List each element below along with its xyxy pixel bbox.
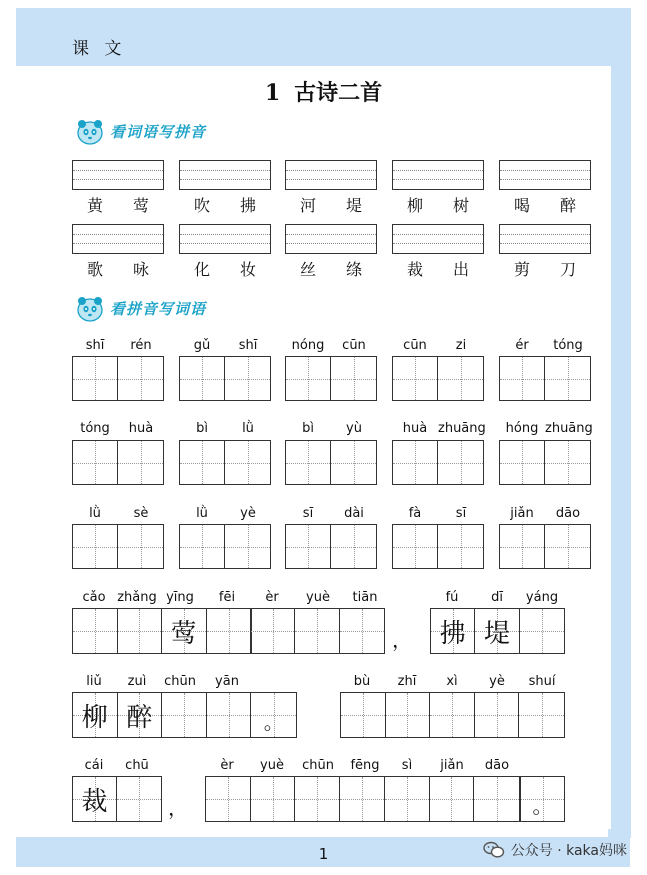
char-cell[interactable] [162,693,207,737]
vocab-char: 堤 [345,196,362,215]
char-cell[interactable] [500,357,545,400]
pinyin-label: tóng [553,338,583,353]
word-writing-grid[interactable] [179,440,271,485]
vocab-word [392,257,484,280]
char-cell[interactable] [521,777,564,821]
pinyin-label: dài [344,506,364,521]
word-writing-grid[interactable] [392,440,484,485]
vocab-char: 丝 [299,260,316,279]
char-cell[interactable] [286,525,331,568]
char-cell[interactable] [73,609,118,653]
char-cell[interactable] [180,357,225,400]
pinyin-label: fú [445,590,459,605]
vocab-char: 裁 [406,260,423,279]
char-cell[interactable] [207,693,252,737]
pinyin-label: shuí [528,674,556,689]
char-cell[interactable] [331,441,376,484]
panda-icon [74,293,108,323]
vocab-word [499,193,591,216]
char-cell[interactable] [430,693,475,737]
pinyin-label: yáng [525,590,559,605]
pinyin-answer-box[interactable] [285,224,377,254]
vocab-char: 剪 [513,260,530,279]
poem-line1-grid-c[interactable] [430,608,565,654]
char-cell[interactable] [386,693,431,737]
section1-title: 看词语写拼音 [110,122,207,141]
vocab-char: 河 [299,196,316,215]
pinyin-label: yuè [306,590,330,605]
char-cell[interactable] [118,609,163,653]
vocab-char: 咏 [132,260,149,279]
char-cell[interactable] [475,609,519,653]
word-writing-grid[interactable] [285,440,377,485]
pinyin-label: zi [455,338,467,353]
pinyin-answer-box[interactable] [72,160,164,190]
pinyin-label: yān [215,674,239,689]
char-cell[interactable] [225,357,270,400]
char-cell[interactable] [438,525,483,568]
pinyin-label: sī [455,506,467,521]
char-cell[interactable] [340,609,384,653]
char-cell[interactable] [341,693,386,737]
char-cell[interactable] [118,693,163,737]
pinyin-label: chūn [164,674,196,689]
char-cell[interactable] [225,525,270,568]
pinyin-label: yè [240,506,256,521]
char-cell[interactable] [286,441,331,484]
comma-mark: ， [168,796,188,820]
word-writing-grid[interactable] [499,440,591,485]
word-writing-grid[interactable] [285,356,377,401]
word-writing-grid[interactable] [72,524,164,569]
char-cell[interactable] [73,693,118,737]
vocab-char: 树 [452,196,469,215]
char-cell[interactable] [519,693,564,737]
vocab-word [72,193,164,216]
pinyin-label: shī [85,338,105,353]
char-cell[interactable] [393,525,438,568]
pinyin-answer-box[interactable] [392,224,484,254]
char-cell[interactable] [251,777,296,821]
poem-line1-grid-b[interactable] [250,608,385,654]
punctuation-mark: 。 [532,794,553,818]
poem-line3-grid-c[interactable] [520,776,565,822]
pinyin-label: sì [401,758,413,773]
pinyin-label: ér [515,338,529,353]
pinyin-label: bì [196,421,208,436]
char-cell[interactable] [393,441,438,484]
char-cell[interactable] [331,525,376,568]
vocab-char: 喝 [513,196,530,215]
char-cell[interactable] [118,441,163,484]
given-char: 裁 [81,786,108,817]
word-writing-grid[interactable] [499,356,591,401]
comma-mark: ， [392,628,412,652]
pinyin-label: bù [353,674,371,689]
lesson-title-row [0,76,647,107]
pinyin-label: huà [402,421,428,436]
pinyin-answer-box[interactable] [179,224,271,254]
char-cell[interactable] [474,777,519,821]
pinyin-label: gǔ [193,338,211,353]
char-cell[interactable] [340,777,385,821]
poem-line3-grid-a[interactable] [72,776,162,822]
pinyin-answer-box[interactable] [499,160,591,190]
pinyin-label: zhǎng [117,590,157,605]
char-cell[interactable] [431,609,475,653]
pinyin-label: jiǎn [440,758,464,773]
char-cell[interactable] [385,777,430,821]
pinyin-label: tiān [352,590,378,605]
char-cell[interactable] [500,525,545,568]
char-cell[interactable] [251,609,295,653]
char-cell[interactable] [73,357,118,400]
pinyin-label: fà [408,506,422,521]
pinyin-label: èr [265,590,279,605]
vocab-char: 醉 [559,196,576,215]
pinyin-label: cái [84,758,104,773]
poem-line3-grid-b[interactable] [205,776,520,822]
char-cell[interactable] [286,357,331,400]
char-cell[interactable] [331,357,376,400]
char-cell[interactable] [117,777,161,821]
char-cell[interactable] [73,525,118,568]
pinyin-label: shī [238,338,258,353]
pinyin-label: èr [220,758,234,773]
pinyin-label: zhī [397,674,417,689]
watermark-text: 公众号 · kaka妈咪 [510,843,627,859]
char-cell[interactable] [180,525,225,568]
pinyin-answer-box[interactable] [499,224,591,254]
pinyin-label: sè [133,506,149,521]
char-cell[interactable] [225,441,270,484]
char-cell[interactable] [207,609,251,653]
pinyin-label: chūn [302,758,334,773]
pinyin-label: chū [125,758,149,773]
section1-heading [74,116,206,146]
side-band [611,8,631,838]
char-cell[interactable] [520,609,564,653]
char-cell[interactable] [73,777,117,821]
pinyin-label: lǜ [242,421,254,436]
char-cell[interactable] [475,693,520,737]
panda-icon [74,116,108,146]
char-cell[interactable] [393,357,438,400]
pinyin-label: dāo [484,758,510,773]
punctuation-mark: 。 [263,710,284,734]
vocab-char: 出 [452,260,469,279]
pinyin-label: bì [302,421,314,436]
word-writing-grid[interactable] [499,524,591,569]
vocab-char: 绦 [345,260,362,279]
vocab-char: 黄 [86,196,103,215]
pinyin-label: xì [446,674,458,689]
char-cell[interactable] [73,441,118,484]
wechat-icon [483,841,505,859]
word-writing-grid[interactable] [392,524,484,569]
pinyin-label: fēng [350,758,380,773]
given-char: 莺 [170,618,197,649]
pinyin-answer-box[interactable] [179,160,271,190]
vocab-word [285,193,377,216]
pinyin-label: tóng [80,421,110,436]
char-cell[interactable] [206,777,251,821]
pinyin-label: dī [491,590,503,605]
char-cell[interactable] [545,357,590,400]
char-cell[interactable] [295,609,339,653]
vocab-char: 拂 [239,196,256,215]
pinyin-answer-box[interactable] [392,160,484,190]
char-cell[interactable] [118,525,163,568]
vocab-word [499,257,591,280]
vocab-word [392,193,484,216]
vocab-char: 妆 [239,260,256,279]
vocab-char: 刀 [559,260,576,279]
pinyin-label: cǎo [82,590,106,605]
char-cell[interactable] [162,609,207,653]
pinyin-label: lǜ [196,506,208,521]
poem-line2-grid-b[interactable] [340,692,565,738]
vocab-char: 柳 [406,196,423,215]
pinyin-label: yīng [166,590,194,605]
lesson-number: 1 [264,80,281,106]
pinyin-label: liǔ [86,674,102,689]
char-cell[interactable] [500,441,545,484]
given-char: 醉 [126,702,153,733]
poem-line2-grid-a[interactable] [72,692,297,738]
section2-title: 看拼音写词语 [110,299,207,318]
char-cell[interactable] [545,441,590,484]
pinyin-label: rén [130,338,152,353]
poem-line1-grid-a[interactable] [72,608,252,654]
char-cell[interactable] [438,441,483,484]
pinyin-label: sī [302,506,314,521]
pinyin-label: nóng [291,338,325,353]
vocab-char: 化 [193,260,210,279]
pinyin-answer-box[interactable] [285,160,377,190]
vocab-word [179,257,271,280]
word-writing-grid[interactable] [392,356,484,401]
pinyin-label: zuì [127,674,147,689]
char-cell[interactable] [545,525,590,568]
pinyin-label: cūn [403,338,427,353]
pinyin-label: cūn [342,338,366,353]
pinyin-label: jiǎn [510,506,534,521]
char-cell[interactable] [295,777,340,821]
watermark [483,840,627,860]
pinyin-label: yuè [260,758,284,773]
vocab-word [285,257,377,280]
vocab-char: 莺 [132,196,149,215]
word-writing-grid[interactable] [72,356,164,401]
pinyin-answer-box[interactable] [72,224,164,254]
given-char: 堤 [484,618,511,649]
pinyin-label: lǜ [89,506,101,521]
char-cell[interactable] [180,441,225,484]
pinyin-label: yù [346,421,362,436]
word-writing-grid[interactable] [72,440,164,485]
word-writing-grid[interactable] [285,524,377,569]
pinyin-label: zhuāng [438,421,486,436]
vocab-char: 歌 [86,260,103,279]
vocab-char: 吹 [193,196,210,215]
lesson-title: 古诗二首 [294,80,383,106]
vocab-word [72,257,164,280]
given-char: 柳 [81,702,108,733]
pinyin-label: zhuāng [545,421,593,436]
page-number: 1 [318,845,329,863]
char-cell[interactable] [118,357,163,400]
section2-heading [74,293,206,323]
pinyin-label: fēi [218,590,236,605]
vocab-word [179,193,271,216]
char-cell[interactable] [430,777,475,821]
word-writing-grid[interactable] [179,524,271,569]
pinyin-label: dāo [555,506,581,521]
section-tab: 课 文 [72,39,127,59]
pinyin-label: huà [128,421,154,436]
char-cell[interactable] [438,357,483,400]
pinyin-label: yè [489,674,505,689]
char-cell[interactable] [251,693,296,737]
word-writing-grid[interactable] [179,356,271,401]
pinyin-label: hóng [505,421,539,436]
given-char: 拂 [439,618,466,649]
